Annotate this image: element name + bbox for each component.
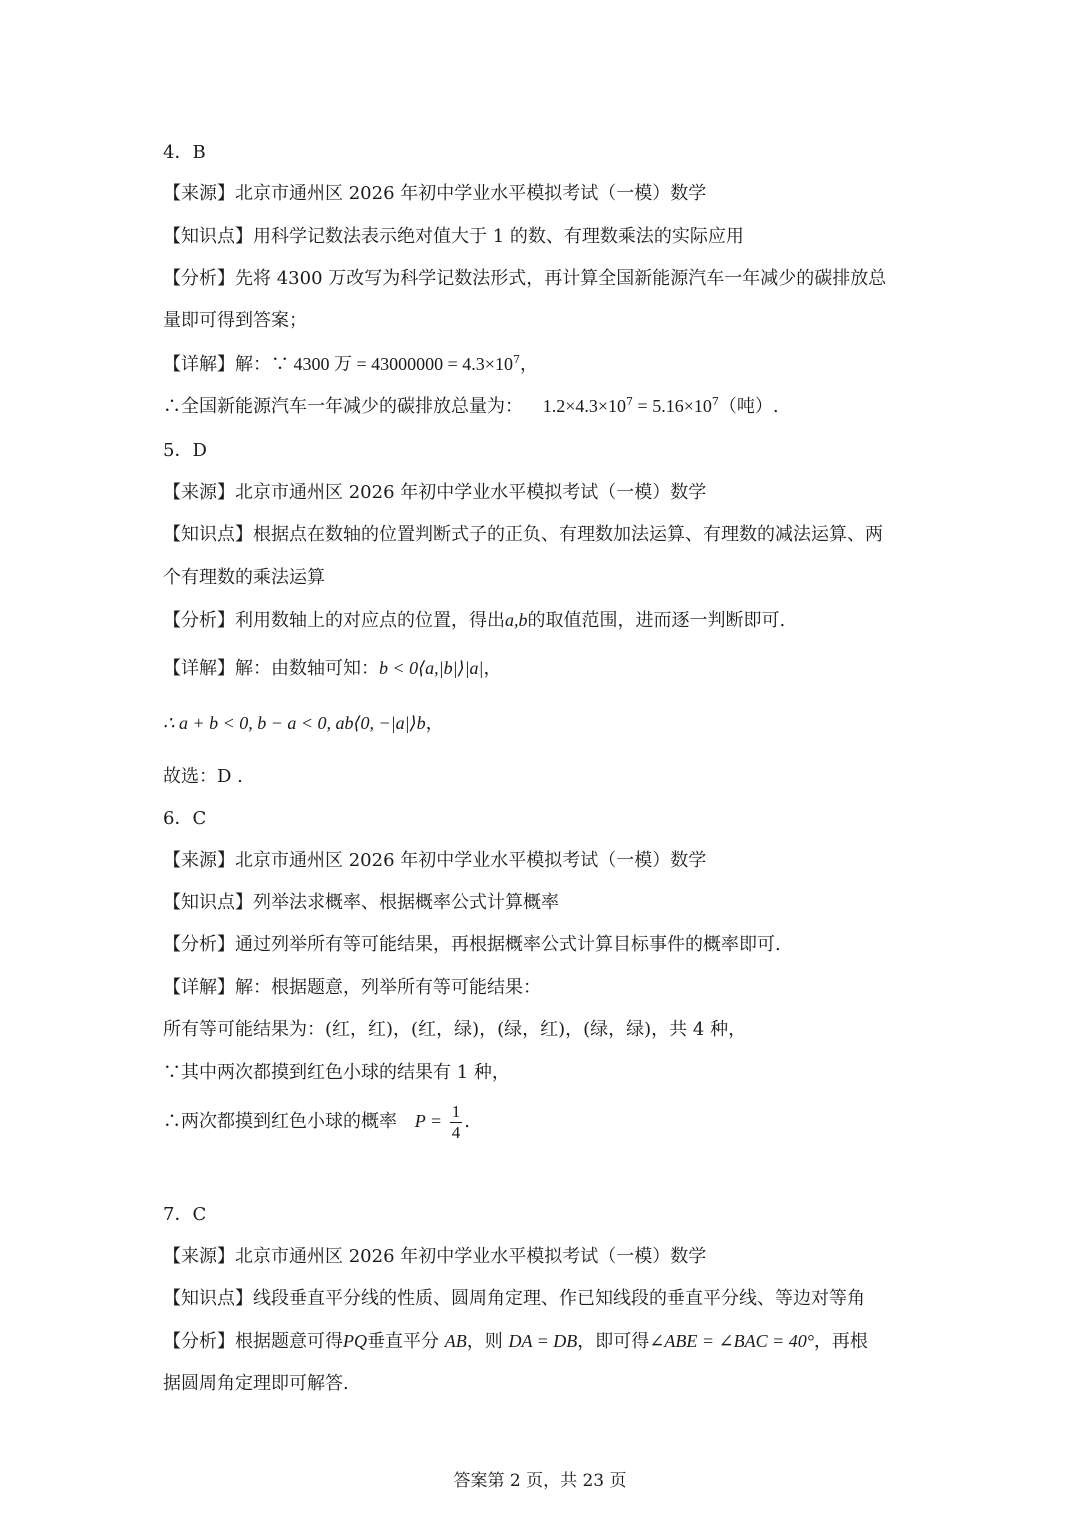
page-footer: 答案第 2 页，共 23 页 — [453, 1471, 627, 1491]
q6-knowledge: 【知识点】列举法求概率、根据概率公式计算概率 — [163, 892, 559, 913]
q4-heading: 4．B — [163, 142, 206, 163]
q7-analysis-line-2: 据圆周角定理即可解答. — [163, 1373, 349, 1394]
q4-analysis-line-2: 量即可得到答案； — [163, 310, 307, 331]
q6-therefore: ∴两次都摸到红色小球的概率 P = $\frac{1}{4}$ . — [163, 1101, 471, 1142]
q7-heading: 7．C — [163, 1204, 207, 1225]
q5-heading: 5．D — [163, 440, 207, 461]
q4-source: 【来源】北京市通州区 2026 年初中学业水平模拟考试（一模）数学 — [163, 183, 707, 204]
q6-analysis: 【分析】通过列举所有等可能结果，再根据概率公式计算目标事件的概率即可. — [163, 934, 781, 955]
q6-heading: 6．C — [163, 808, 207, 829]
q5-analysis: 【分析】利用数轴上的对应点的位置，得出a,b的取值范围，进而逐一判断即可. — [163, 610, 786, 631]
q7-knowledge: 【知识点】线段垂直平分线的性质、圆周角定理、作已知线段的垂直平分线、等边对等角 — [163, 1288, 865, 1309]
q6-detail: 【详解】解：根据题意，列举所有等可能结果： — [163, 977, 541, 998]
probability-fraction: $\frac{1}{4}$ — [451, 1101, 461, 1142]
q5-detail: 【详解】解：由数轴可知：b < 0⟨a,|b|⟩|a|， — [163, 658, 502, 679]
q6-outcomes: 所有等可能结果为：(红，红)，(红，绿)，(绿，红)，(绿，绿)，共 4 种， — [163, 1019, 747, 1040]
q6-source: 【来源】北京市通州区 2026 年初中学业水平模拟考试（一模）数学 — [163, 850, 707, 871]
q5-source: 【来源】北京市通州区 2026 年初中学业水平模拟考试（一模）数学 — [163, 482, 707, 503]
q4-analysis-line-1: 【分析】先将 4300 万改写为科学记数法形式，再计算全国新能源汽车一年减少的碳排放总 — [163, 268, 887, 289]
q5-choice: 故选：D . — [163, 766, 243, 787]
q4-knowledge: 【知识点】用科学记数法表示绝对值大于 1 的数、有理数乘法的实际应用 — [163, 226, 744, 247]
q7-source: 【来源】北京市通州区 2026 年初中学业水平模拟考试（一模）数学 — [163, 1246, 707, 1267]
q5-conclusion: ∴ a + b < 0, b − a < 0, ab⟨0, −|a|⟩b， — [163, 713, 444, 734]
q4-detail: 【详解】解：∵ 4300 万 = $43000000 = 4.3\times 10^7$， — [163, 353, 538, 375]
q7-analysis-line-1: 【分析】根据题意可得PQ垂直平分 AB，则 DA = DB，即可得∠ABE = ∠BAC = 40°，再根 — [163, 1331, 868, 1352]
q6-because: ∵其中两次都摸到红色小球的结果有 1 种， — [163, 1062, 510, 1083]
q5-knowledge-line-1: 【知识点】根据点在数轴的位置判断式子的正负、有理数加法运算、有理数的减法运算、两 — [163, 524, 883, 545]
q5-knowledge-line-2: 个有理数的乘法运算 — [163, 567, 325, 588]
q4-conclusion: ∴全国新能源汽车一年减少的碳排放总量为： $1.2\times 4.3\times 10^7 = 5.16\times 10^7$（吨）. — [163, 395, 779, 417]
